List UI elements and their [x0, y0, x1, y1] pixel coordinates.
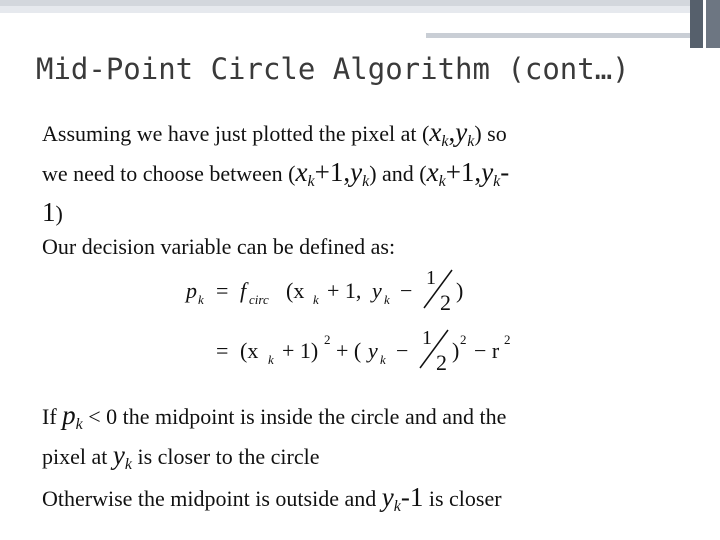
eq-f: f: [240, 278, 247, 303]
paragraph-assuming: [42, 117, 509, 229]
eq-open: (x: [240, 338, 259, 363]
text-run: -: [500, 157, 510, 187]
eq-subscript: k: [384, 292, 390, 307]
eq-superscript: 2: [504, 332, 511, 347]
text-run: is closer: [423, 486, 502, 511]
eq-minus: −: [396, 338, 409, 363]
eq-frac-den: 2: [440, 290, 451, 315]
text-run: ) and (: [369, 161, 427, 186]
text-run: Otherwise the midpoint is outside and: [42, 486, 382, 511]
eq-text: + 1): [282, 338, 319, 363]
math-var: y: [481, 157, 494, 187]
eq-minus: −: [400, 278, 413, 303]
equation-line-2: [216, 327, 511, 375]
header-bar-mid: [0, 6, 690, 13]
subscript: k: [467, 133, 475, 150]
eq-text: + (: [336, 338, 362, 363]
decision-equation: [182, 264, 542, 382]
equation-line-1: [184, 267, 463, 315]
eq-equals: =: [216, 278, 229, 303]
text-run: is closer to the circle: [131, 444, 320, 469]
text-run: Assuming we have just plotted the pixel at (: [42, 121, 430, 146]
text-run: we need to choose between (: [42, 161, 296, 186]
paragraph-line: [42, 117, 509, 157]
subscript: k: [393, 498, 401, 515]
paragraph-line: [42, 440, 506, 480]
subscript: k: [493, 173, 501, 190]
eq-subscript: circ: [249, 292, 269, 307]
math-var: x: [426, 157, 439, 187]
header-decoration: [0, 0, 720, 48]
eq-subscript: k: [313, 292, 319, 307]
text-run: < 0 the midpoint is inside the circle and and the: [82, 404, 507, 429]
text-run: ): [55, 201, 63, 226]
paragraph-otherwise: [42, 482, 502, 522]
math-var: y: [350, 157, 363, 187]
math-var: y: [112, 440, 125, 470]
eq-text: − r: [474, 338, 500, 363]
text-run: pixel at: [42, 444, 113, 469]
math-var: x: [295, 157, 308, 187]
text-run: If: [42, 404, 63, 429]
subscript: k: [124, 456, 132, 473]
eq-text: + 1,: [327, 278, 362, 303]
header-bar-dark-2: [706, 0, 720, 48]
math-var: y: [381, 482, 394, 512]
header-bar-dark: [690, 0, 703, 48]
eq-p: p: [186, 278, 197, 303]
eq-subscript: k: [198, 292, 204, 307]
eq-y: y: [372, 278, 382, 303]
text-run: ,: [448, 117, 456, 147]
eq-subscript: k: [268, 352, 274, 367]
paragraph-decision: Our decision variable can be defined as:: [42, 234, 396, 259]
eq-close: ): [452, 338, 460, 363]
eq-frac-den: 2: [436, 350, 447, 375]
paragraph-line: [42, 197, 509, 229]
subscript: k: [362, 173, 370, 190]
eq-frac-num: 1: [422, 327, 432, 349]
eq-subscript: k: [380, 352, 386, 367]
paragraph-line: [42, 400, 506, 440]
paragraph-if: [42, 400, 506, 480]
eq-open: (x: [286, 278, 305, 303]
eq-superscript: 2: [460, 332, 467, 347]
slide-title: Mid-Point Circle Algorithm (cont…): [36, 52, 630, 86]
subscript: k: [307, 173, 315, 190]
subscript: k: [75, 416, 83, 433]
math-var: x: [429, 117, 442, 147]
text-run: +1,: [314, 157, 351, 187]
math-var: y: [455, 117, 468, 147]
math-var: p: [62, 400, 76, 430]
text-run: -1: [400, 482, 424, 512]
eq-equals: =: [216, 338, 229, 363]
text-run: +1,: [445, 157, 482, 187]
eq-close: ): [456, 278, 464, 303]
text-run: 1: [42, 197, 56, 227]
eq-y: y: [368, 338, 378, 363]
header-bar-slim: [426, 33, 690, 38]
paragraph-line: [42, 157, 509, 197]
eq-frac-num: 1: [426, 267, 436, 289]
text-run: ) so: [474, 121, 507, 146]
subscript: k: [438, 173, 446, 190]
subscript: k: [441, 133, 449, 150]
eq-superscript: 2: [324, 332, 331, 347]
header-bar-light: [0, 0, 690, 6]
